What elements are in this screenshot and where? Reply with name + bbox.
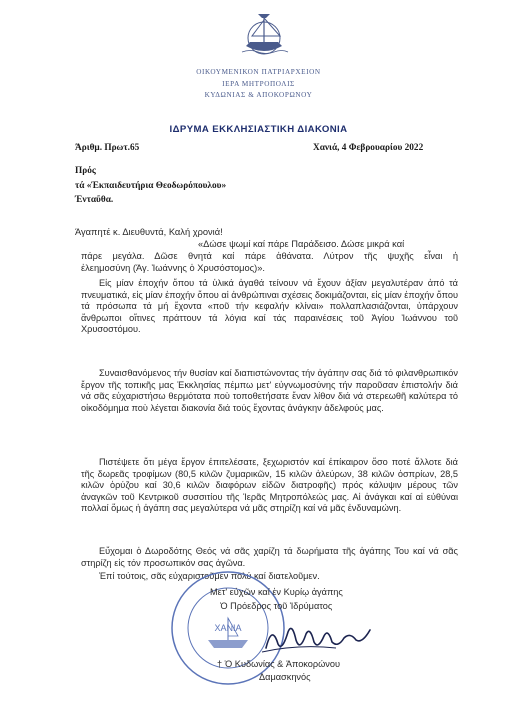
letterhead-patriarchate: ΟΙΚΟΥΜΕΝΙΚΟΝ ΠΑΤΡΙΑΡΧΕΙΟΝ [196,68,321,76]
protocol-number: Άριθμ. Πρωτ.65 [75,143,140,153]
signer-title: Ὁ Πρόεδρος τοῦ Ἱδρύματος [220,601,333,611]
letterhead-metropolis: ΙΕΡΑ ΜΗΤΡΟΠΟΛΙΣ [222,80,295,88]
paragraph-3: Πιστέψετε ὅτι μέγα ἔργον ἐπιτελέσατε, ξεχωριστόν καί ἐπίκαιρον ὅσο ποτέ ἄλλοτε διά τῆς δωρεᾶς τροφίμων (80,5 κιλῶν ζυμαρικῶν, 15 κιλῶν ἀλεύρων, 38 κιλῶν ὀσπρίων, 28,5 κιλῶν ὀρύζου καί 30,6 κιλῶν διαφόρων εἰδῶν διατροφῆς) πρός κάλυψιν μέρους τῶν ἀναγκῶν τοῦ Κεντρικοῦ συσσιτίου τῆς Ἱερᾶς Μητροπόλεώς μας. Αἱ ἀνάγκαι καί αἱ εὐθύναι πολλαί ὅμως ἡ ἀγάπη σας μεγαλύτερα νά μᾶς στηρίζη καί νά μᾶς ἐνδυναμώνη. [81,457,458,514]
document-title: ΙΔΡΥΜΑ ΕΚΚΛΗΣΙΑΣΤΙΚΗ ΔΙΑΚΟΝΙΑ [169,124,348,135]
ship-emblem-logo [236,8,292,64]
place-date: Χανιά, 4 Φεβρουαρίου 2022 [313,143,424,153]
paragraph-5: Ἐπί τούτοις, σᾶς εὐχαριστοῦμεν πολύ καί διατελοῦμεν. [99,571,320,581]
recipient-place: Ένταῦθα. [75,195,114,205]
stamp-text: ΧΑΝΙΑ [214,623,242,633]
greeting: Άγαπητέ κ. Διευθυντά, Καλή χρονιά! [75,227,223,237]
closing-salutation: Μετ' εὐχῶν καί ἐν Κυρίῳ ἀγάπης [210,587,343,597]
paragraph-2: Συναισθανόμενος τήν θυσίαν καί διαπιστώνοντας τήν ἀγάπην σας διά τό φιλανθρωπικόν ἔργον τῆς τοπικῆς μας Ἐκκλησίας πέμπω μετ' εὐγνωμοσύνης τήν παροῦσαν ἐπιστολήν διά νά σᾶς εὐχαριστήσω θερμότατα ποὺ τοποθετήσατε ἕναν λίθον διά νά στερεωθῆ καλύτερα τό οἰκοδόμημα ποὺ λέγεται διακονία διά τούς ἔχοντας ἀνάγκην ἀδελφούς μας. [81,368,458,413]
letterhead-diocese: ΚΥΔΩΝΙΑΣ & ΑΠΟΚΟΡΩΝΟΥ [204,91,313,99]
handwritten-signature [258,618,378,658]
signer-name: Δαμασκηνός [259,672,311,682]
paragraph-1: Εἰς μίαν ἐποχήν ὅπου τά ὑλικά ἀγαθά τείνουν νά ἔχουν ἀξίαν μεγαλυτέραν ἀπό τά πνευματικά, εἰς μίαν ἐποχήν ὅπου αἱ ἀνθρώπιναι σχέσεις δοκιμάζονται, εἰς μίαν ἐποχήν ὅπου τά πρόσωπα τά μή ἔχοντα «ποῦ τήν κεφαλήν κλίναι» πολλαπλασιάζονται, ὑπάρχουν ἄνθρωποι οἵτινες πράττουν τά λόγια καί τάς παραινέσεις τοῦ Ἁγίου Ἰωάννου τοῦ Χρυσοστόμου. [81,278,458,335]
recipient-name: τά «Έκπαιδευτήρια Θεοδωρόπουλου» [75,181,227,191]
signer-office: † Ὁ Κυδωνίας & Ἀποκορώνου [217,659,341,669]
to-label: Πρός [75,166,96,176]
quote-line-1: «Δώσε ψωμί καί πάρε Παράδεισο. Δώσε μικρά καί [198,239,405,249]
paragraph-4: Εὔχομαι ὁ Δωροδότης Θεός νά σᾶς χαρίζη τά δωρήματα τῆς ἀγάπης Του καί νά σᾶς στηρίζη εἰς τόν προσωπικόν σας ἀγῶνα. [81,546,458,568]
quote-line-3: ἐλεημοσύνη (Άγ. Ἰωάννης ὁ Χρυσόστομος)». [81,263,266,273]
quote-line-2: πάρε μεγάλα. Δῶσε θνητά καί πάρε ἀθάνατα. Λύτρον τῆς ψυχῆς εἶναι ἡ [81,251,458,261]
